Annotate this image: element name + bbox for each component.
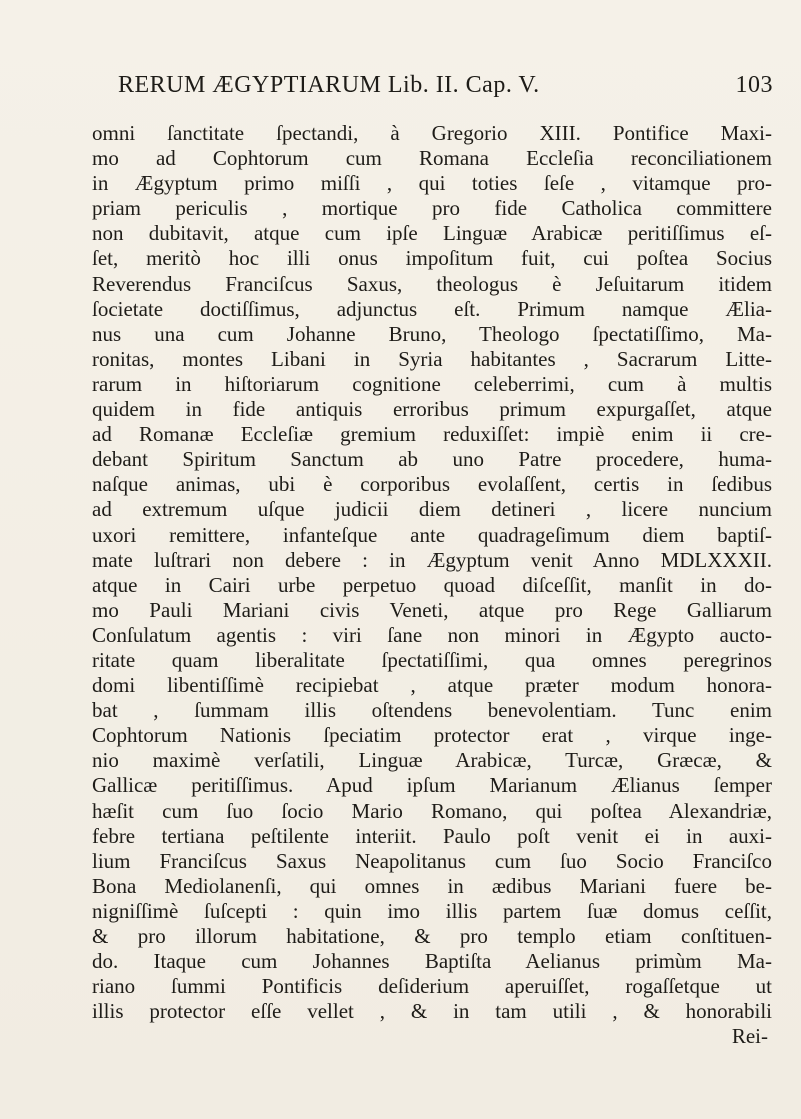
text-line: hæſit cum ſuo ſocio Mario Romano, qui poſtea Alexandriæ, — [92, 798, 772, 823]
text-line: quidem in fide antiquis erroribus primum expurgaſſet, atque — [92, 397, 772, 422]
text-line: ad Romanæ Eccleſiæ gremium reduxiſſet: impiè enim ii cre- — [92, 422, 772, 447]
text-line: Gallicæ peritiſſimus. Apud ipſum Marianum Ælianus ſemper — [92, 773, 772, 798]
text-line: debant Spiritum Sanctum ab uno Patre procedere, huma- — [92, 447, 772, 472]
text-line: nus una cum Johanne Bruno, Theologo ſpectatiſſimo, Ma- — [92, 321, 772, 346]
running-head — [118, 72, 773, 106]
text-line: non dubitavit, atque cum ipſe Linguæ Arabicæ peritiſſimus eſ- — [92, 221, 772, 246]
running-head-title: RERUM ÆGYPTIARUM Lib. II. Cap. V. — [118, 72, 540, 98]
text-line: ſet, meritò hoc illi onus impoſitum fuit, cui poſtea Socius — [92, 246, 772, 271]
text-line: rarum in hiſtoriarum cognitione celeberrimi, cum à multis — [92, 371, 772, 396]
text-line: omni ſanctitate ſpectandi, à Gregorio XIII. Pontifice Maxi- — [92, 121, 772, 145]
text-line: Cophtorum Nationis ſpeciatim protector erat , virque inge- — [92, 723, 772, 748]
text-line: bat , ſummam illis oſtendens benevolentiam. Tunc enim — [92, 698, 772, 723]
text-line: naſque animas, ubi è corporibus evolaſſent, certis in ſedibus — [92, 472, 772, 497]
text-line: & pro illorum habitatione, & pro templo etiam conſtituen- — [92, 924, 772, 948]
text-line: mate luſtrari non debere : in Ægyptum venit Anno MDLXXXII. — [92, 547, 772, 572]
text-line: do. Itaque cum Johannes Baptiſta Aelianus primùm Ma- — [92, 949, 772, 974]
text-line: uxori remittere, infanteſque ante quadrageſimum diem baptiſ- — [92, 522, 772, 547]
text-line: Conſulatum agentis : viri ſane non minori in Ægypto aucto- — [92, 622, 772, 647]
text-line: ritate quam liberalitate ſpectatiſſimi, qua omnes peregrinos — [92, 647, 772, 672]
text-line: Bona Mediolanenſi, qui omnes in ædibus Mariani fuere be- — [92, 873, 772, 898]
body-text — [92, 121, 772, 1049]
text-line: in Ægyptum primo miſſi , qui toties ſeſe , vitamque pro- — [92, 171, 772, 196]
text-line: mo Pauli Mariani civis Veneti, atque pro Rege Galliarum — [92, 597, 772, 622]
catchword: Rei- — [731, 1024, 768, 1049]
text-line: domi libentiſſimè recipiebat , atque præter modum honora- — [92, 673, 772, 698]
text-line: riano ſummi Pontificis deſiderium aperuiſſet, rogaſſetque ut — [92, 974, 772, 999]
text-line: nigniſſimè ſuſcepti : quin imo illis partem ſuæ domus ceſſit, — [92, 898, 772, 923]
page-number: 103 — [735, 72, 773, 98]
text-line: illis protector eſſe vellet , & in tam utili , & honorabili — [92, 999, 772, 1024]
text-line: priam periculis , mortique pro fide Catholica committere — [92, 196, 772, 221]
text-line: ſocietate doctiſſimus, adjunctus eſt. Primum namque Ælia- — [92, 296, 772, 321]
text-line: ronitas, montes Libani in Syria habitantes , Sacrarum Litte- — [92, 346, 772, 371]
text-line: atque in Cairi urbe perpetuo quoad diſceſſit, manſit in do- — [92, 572, 772, 597]
text-line: nio maximè verſatili, Linguæ Arabicæ, Turcæ, Græcæ, & — [92, 748, 772, 773]
text-line: febre tertiana peſtilente interiit. Paulo poſt venit ei in auxi- — [92, 823, 772, 848]
text-line: ad extremum uſque judicii diem detineri , licere nuncium — [92, 497, 772, 522]
text-line: Reverendus Franciſcus Saxus, theologus è Jeſuitarum itidem — [92, 271, 772, 296]
text-line: lium Franciſcus Saxus Neapolitanus cum ſuo Socio Franciſco — [92, 848, 772, 873]
text-line: mo ad Cophtorum cum Romana Eccleſia reconciliationem — [92, 146, 772, 171]
